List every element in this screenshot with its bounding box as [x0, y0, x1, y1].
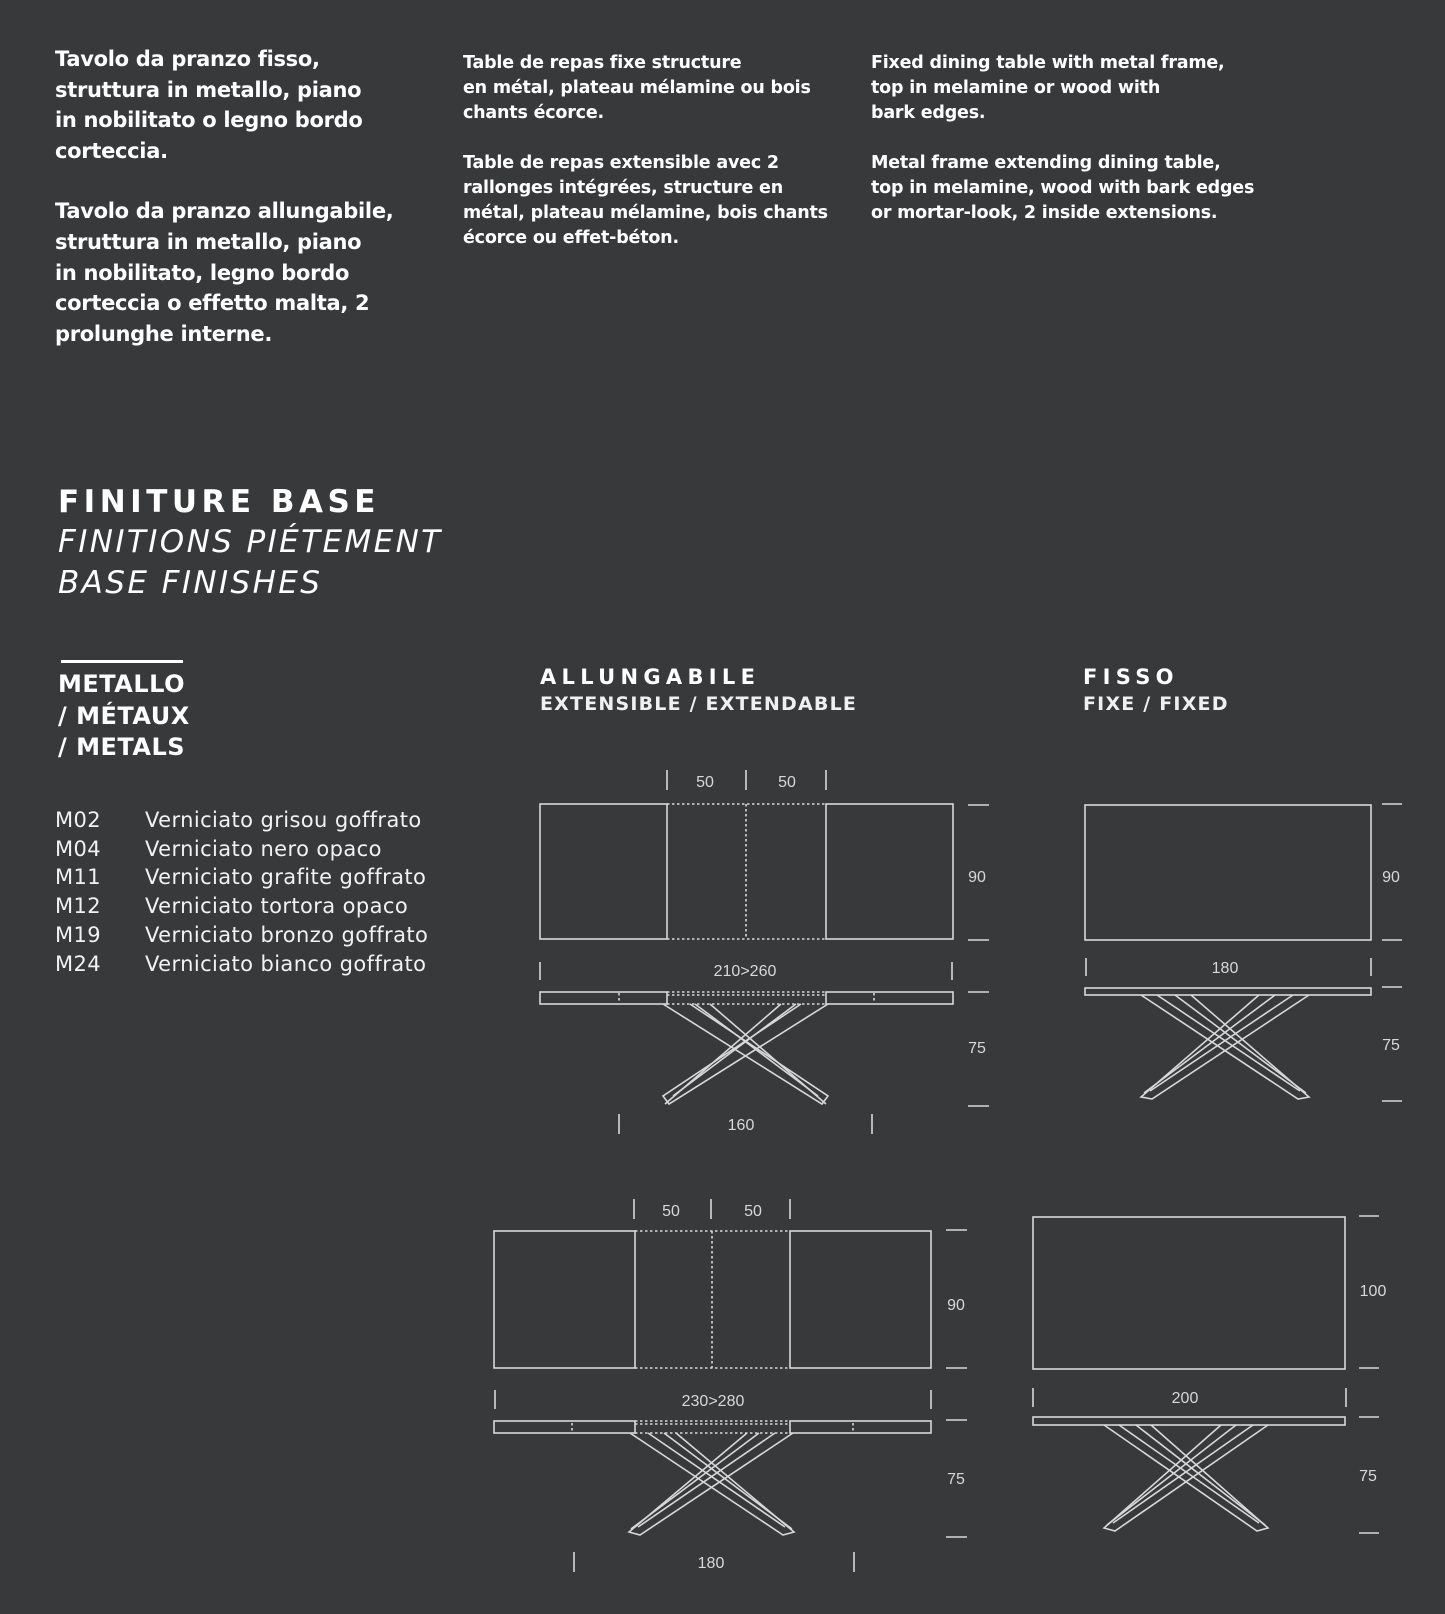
dim-ext-large-depth: 90 [947, 1297, 965, 1314]
finish-code: M04 [55, 836, 102, 861]
dim-fixed-small-length: 180 [1211, 960, 1239, 977]
type-extendable-subtitle: EXTENSIBLE / EXTENDABLE [540, 693, 858, 715]
dim-fixed-small-height: 75 [1382, 1037, 1400, 1054]
table-top-right-panel [826, 804, 953, 939]
dim-fixed-large-height: 75 [1359, 1468, 1377, 1485]
finish-name: Verniciato nero opaco [145, 836, 382, 861]
description-fr-extendable: Table de repas extensible avec 2 rallonges intégrées, structure en métal, plateau mélamine, bois chants écorce ou effet-béton. [463, 153, 828, 248]
type-fixed-title: FISSO [1083, 665, 1179, 689]
finishes-title-it: FINITURE BASE [58, 484, 380, 520]
table-top-right-panel [790, 1231, 931, 1368]
drawing-fixed-200 [1033, 1216, 1379, 1533]
x-legs [1104, 1425, 1268, 1531]
metals-heading: METALLO / MÉTAUX / METALS [58, 670, 190, 761]
side-top-left [494, 1421, 635, 1433]
table-top-left-panel [494, 1231, 635, 1368]
dim-fixed-large-depth: 100 [1359, 1283, 1387, 1300]
finish-code: M02 [55, 808, 102, 832]
description-it-extendable: Tavolo da pranzo allungabile, struttura in metallo, piano in nobilitato, legno bordo corteccia o effetto malta, 2 prolunghe interne. [55, 199, 394, 346]
dim-ext-small-ext2: 50 [778, 774, 796, 791]
dim-ext-small-length: 210>260 [713, 963, 777, 980]
finish-name: Verniciato grafite goffrato [145, 865, 427, 890]
type-fixed-subtitle: FIXE / FIXED [1083, 693, 1229, 715]
finish-code: M12 [55, 894, 102, 919]
x-legs [1141, 995, 1309, 1099]
finish-name: Verniciato tortora opaco [145, 894, 409, 919]
description-en-fixed: Fixed dining table with metal frame, top in melamine or wood with bark edges. [871, 53, 1225, 123]
finishes-title-en: BASE FINISHES [58, 565, 323, 601]
description-en-extendable: Metal frame extending dining table, top in melamine, wood with bark edges or mortar-look, 2 inside extensions. [871, 153, 1255, 223]
dim-ext-large-height: 75 [947, 1471, 965, 1488]
side-top-right [826, 992, 953, 1004]
dim-ext-large-base: 180 [697, 1555, 725, 1572]
side-top-right [790, 1421, 931, 1433]
side-top-left [540, 992, 667, 1004]
dim-ext-large-ext2: 50 [744, 1203, 762, 1220]
finish-code: M24 [55, 951, 102, 976]
dim-ext-large-ext1: 50 [662, 1203, 680, 1220]
dim-ext-small-ext1: 50 [696, 774, 714, 791]
dim-ext-large-length: 230>280 [681, 1393, 745, 1410]
drawing-extendable-210 [540, 770, 989, 1134]
table-top [1033, 1217, 1345, 1369]
finish-name: Verniciato bianco goffrato [145, 951, 427, 976]
dim-fixed-small-depth: 90 [1382, 869, 1400, 886]
description-fr-fixed: Table de repas fixe structure en métal, plateau mélamine ou bois chants écorce. [463, 53, 811, 123]
extension-panels [635, 1231, 790, 1368]
extension-panels [667, 804, 826, 939]
table-top-left-panel [540, 804, 667, 939]
table-top [1085, 805, 1371, 940]
drawing-fixed-180 [1085, 804, 1402, 1101]
finish-code: M19 [55, 922, 102, 947]
finish-name: Verniciato bronzo goffrato [145, 922, 429, 947]
finishes-title-fr: FINITIONS PIÉTEMENT [58, 524, 443, 560]
description-it-fixed: Tavolo da pranzo fisso, struttura in metallo, piano in nobilitato o legno bordo corteccia. [55, 47, 363, 163]
finish-code: M11 [55, 865, 102, 890]
drawing-extendable-230 [494, 1199, 967, 1572]
x-legs [663, 1004, 828, 1104]
side-top [1085, 988, 1371, 995]
dim-ext-small-base: 160 [727, 1117, 755, 1134]
dim-fixed-large-length: 200 [1171, 1390, 1199, 1407]
finish-name: Verniciato grisou goffrato [145, 808, 422, 832]
side-top [1033, 1417, 1345, 1425]
dim-ext-small-depth: 90 [968, 869, 986, 886]
x-legs [629, 1433, 794, 1535]
dim-ext-small-height: 75 [968, 1040, 986, 1057]
type-extendable-title: ALLUNGABILE [540, 665, 761, 689]
